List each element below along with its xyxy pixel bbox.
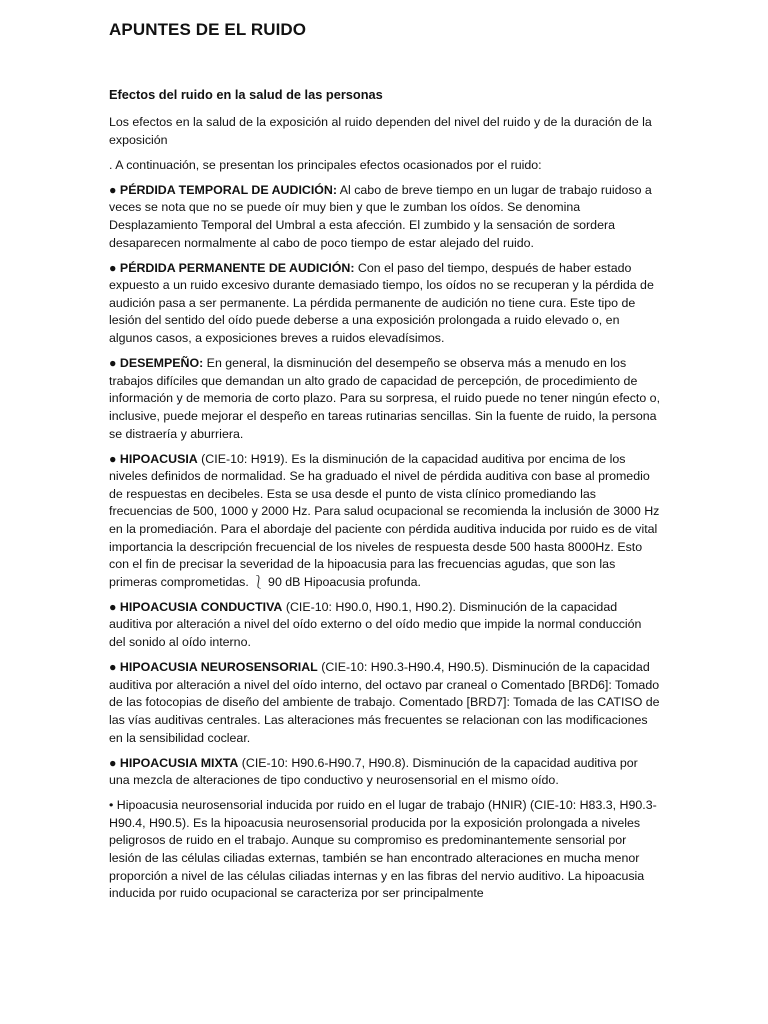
- paragraph-hipoacusia-conductiva: [109, 599, 661, 652]
- paragraph-perdida-temporal: [109, 182, 661, 252]
- paragraph-text: • Hipoacusia neurosensorial inducida por ruido en el lugar de trabajo (HNIR) (CIE-10: H83.3, H90.3-H90.4, H90.5). Es la hipoacusia neurosensorial producida por la exposición prolongada a niveles peligrosos de ruido en el trabajo. Aunque su compromiso es predominantemente sensorial por lesión de las células ciliadas externas, también se han encontrado alteraciones en mucha menor proporción a nivel de las células ciliadas internas y en las fibras del nervio auditivo. La hipoacusia inducida por ruido ocupacional se caracteriza por ser principalmente: [109, 798, 657, 901]
- paragraph-hipoacusia: [109, 451, 661, 592]
- term-heading: ● HIPOACUSIA CONDUCTIVA: [109, 599, 283, 614]
- term-heading: ● HIPOACUSIA NEUROSENSORIAL: [109, 660, 318, 675]
- intro-paragraph: Los efectos en la salud de la exposición al ruido dependen del nivel del ruido y de la duración de la exposición: [109, 115, 652, 147]
- paragraph-text: Con el paso del tiempo, después de haber estado expuesto a un ruido excesivo durante demasiado tiempo, los oídos no se recuperan y la pérdida de audición pasa a ser permanente. La pérdida permanente de audición no tiene cura. Este tipo de lesión del sentido del oído puede deberse a una exposición prolongada a ruido elevado o, en algunos casos, a exposiciones breves a ruidos elevadísimos.: [109, 260, 654, 346]
- paragraph-text: (CIE-10: H90.6-H90.7, H90.8). Disminución de la capacidad auditiva por una mezcla de alteraciones de tipo conductivo y neurosensorial en el mismo oído.: [109, 755, 638, 788]
- term-heading: ● DESEMPEÑO:: [109, 356, 204, 371]
- paragraph-text: Al cabo de breve tiempo en un lugar de trabajo ruidoso a veces se nota que no se puede oír muy bien y que le zumban los oídos. Se denomina Desplazamiento Temporal del Umbral a esta afección. El zumbido y la sensación de sordera desaparecen normalmente al cabo de poco tiempo de estar alejado del ruido.: [109, 182, 652, 250]
- section-heading: Efectos del ruido en la salud de las personas: [109, 87, 383, 102]
- term-heading: ● HIPOACUSIA MIXTA: [109, 755, 239, 770]
- paragraph-desempeno: [109, 355, 661, 443]
- paragraph-text: (CIE-10: H90.0, H90.1, H90.2). Disminución de la capacidad auditiva por alteración a nivel del oído externo o del oído medio que impide la normal conducción del sonido al oído interno.: [109, 599, 642, 650]
- paragraph-text: (CIE-10: H90.3-H90.4, H90.5). Disminución de la capacidad auditiva por alteración a nivel del oído interno, del octavo par craneal o Comentado [BRD6]: Tomado de las fotocopias de diseño del ambiente de trabajo. Comentado [BRD7]: Tomada de las CATISO de las vías auditivas centrales. Las alteraciones más frecuentes se relacionan con las modificaciones en la sensibilidad coclear.: [109, 660, 660, 745]
- paragraph-text: En general, la disminución del desempeño se observa más a menudo en los trabajos difíciles que demandan un alto grado de capacidad de percepción, de procedimiento de información y de memoria de corto plazo. Para su sorpresa, el ruido puede no tener ningún efecto o, inclusive, puede mejorar el despeño en tareas rutinarias sencillas. Sin la fuente de ruido, la persona se distraería y aburriera.: [109, 356, 661, 441]
- paragraph-hipoacusia-mixta: [109, 755, 661, 790]
- intro-paragraph-2: . A continuación, se presentan los principales efectos ocasionados por el ruido:: [109, 157, 542, 172]
- paragraph-text: (CIE-10: H919). Es la disminución de la capacidad auditiva por encima de los niveles definidos de normalidad. Se ha graduado el nivel de pérdida auditiva con base al promedio de respuestas en decibeles. Esta se usa desde el punto de vista clínico promediando las frecuencias de 500, 1000 y 2000 Hz. Para salud ocupacional se recomienda la inclusión de 3000 Hz en la promediación. Para el abordaje del paciente con pérdida auditiva inducida por ruido es de vital importancia la descripción frecuencial de los niveles de respuesta desde 500 hasta 8000Hz. Esto con el fin de precisar la severidad de la hipoacusia para las frecuencias agudas, que son las primeras comprometidas. ⎱ 90 dB Hipoacusia profunda.: [109, 451, 660, 589]
- term-heading: ● PÉRDIDA PERMANENTE DE AUDICIÓN:: [109, 260, 355, 275]
- paragraph-hnir: [109, 797, 661, 903]
- paragraph-hipoacusia-neurosensorial: [109, 659, 661, 747]
- document-body: [109, 114, 661, 910]
- paragraph-perdida-permanente: [109, 260, 661, 348]
- term-heading: ● HIPOACUSIA: [109, 451, 198, 466]
- page-title: APUNTES DE EL RUIDO: [109, 20, 307, 39]
- term-heading: ● PÉRDIDA TEMPORAL DE AUDICIÓN:: [109, 182, 337, 197]
